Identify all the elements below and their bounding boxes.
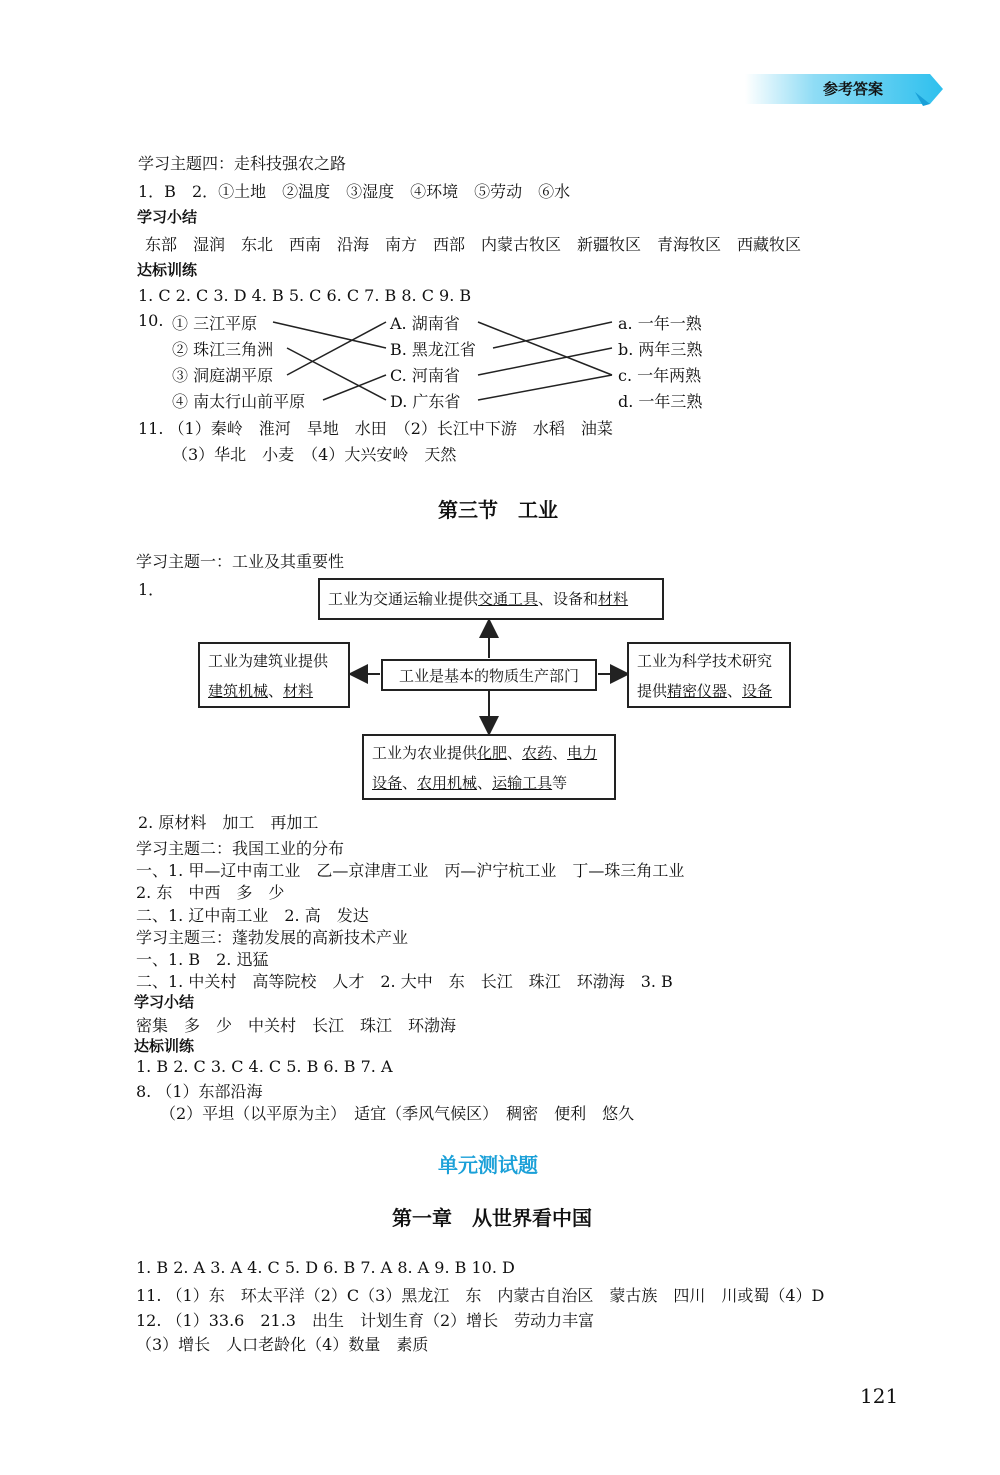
box-science-line2 [637,676,781,706]
box-science-line1: 工业为科学技术研究 [637,652,773,670]
box-science-term1: 精密仪器 [667,682,728,700]
box-agriculture-line1 [372,738,606,768]
box-construction-term1: 建筑机械 [208,682,269,700]
box-transport-text2: 、设备和 [538,590,599,608]
q10-right-4: d. 一年三熟 [618,392,703,411]
q10-right-2: b. 两年三熟 [618,340,703,359]
q8-line2: （2）平坦（以平原为主） 适宜（季风气候区） 稠密 便利 悠久 [160,1104,635,1123]
unit-line3: 12. （1）33.6 21.3 出生 计划生育（2）增长 劳动力丰富 [136,1311,595,1330]
q10-left-3: ③ 洞庭湖平原 [172,366,274,385]
training-heading: 达标训练 [137,261,198,279]
box-agri-term2: 农药 [522,744,553,762]
theme3-line2: 二、1. 中关村 高等院校 人才 2. 大中 东 长江 珠江 环渤海 3. B [136,972,673,991]
box-agri-term4: 设备 [372,774,403,792]
box-transport-term2: 材料 [598,590,629,608]
q10-label: 10. [138,311,164,330]
q10-mid-4: D. 广东省 [390,392,461,411]
q10-mid-3: C. 河南省 [390,366,460,385]
box-agri-term1: 化肥 [477,744,508,762]
q10-mid-1: A. 湖南省 [390,314,460,333]
training2-heading: 达标训练 [134,1037,195,1055]
header-label: 参考答案 [823,80,884,98]
box-agri-term3: 电力 [567,744,598,762]
box-science [627,642,791,708]
box-construction-sep: 、 [268,682,284,700]
q8-line1: 8. （1）东部沿海 [136,1082,263,1101]
q10-left-4: ④ 南太行山前平原 [172,392,306,411]
box-agri-sep3: 、 [402,774,418,792]
unit-line2: 11. （1）东 环太平洋（2）C（3）黑龙江 东 内蒙古自治区 蒙古族 四川 川或蜀（4）D [136,1286,825,1305]
q11-line1: 11. （1）秦岭 淮河 旱地 水田 （2）长江中下游 水稻 油菜 [138,419,613,438]
box-agriculture [362,734,616,800]
box-agri-text2: 等 [552,774,568,792]
page-number: 121 [860,1384,899,1408]
box-science-term2: 设备 [742,682,773,700]
box-agri-sep4: 、 [477,774,493,792]
summary2-heading: 学习小结 [134,993,195,1011]
unit-line1: 1. B 2. A 3. A 4. C 5. D 6. B 7. A 8. A 9. B 10. D [136,1258,515,1277]
summary-heading: 学习小结 [137,208,198,226]
theme3-title: 学习主题三：蓬勃发展的高新技术产业 [136,928,409,947]
box-agri-text1: 工业为农业提供 [372,744,478,762]
theme1-title: 学习主题一：工业及其重要性 [136,552,345,571]
unit-title: 单元测试题 [438,1153,538,1177]
summary2-answer: 密集 多 少 中关村 长江 珠江 环渤海 [136,1016,457,1035]
theme3-line1: 一、1. B 2. 迅猛 [136,950,269,969]
box-science-text: 提供 [637,682,668,700]
box-center [381,659,597,691]
q10-left-2: ② 珠江三角洲 [172,340,274,359]
box-center-text: 工业是基本的物质生产部门 [398,667,579,685]
training2-answer: 1. B 2. C 3. C 4. C 5. B 6. B 7. A [136,1057,393,1076]
box-agri-sep1: 、 [507,744,523,762]
box-transport-term1: 交通工具 [478,590,539,608]
box-agri-term5: 农用机械 [417,774,478,792]
box-agriculture-line2 [372,768,606,798]
box-construction-line2 [208,676,340,706]
box-transport [318,578,664,620]
theme2-line2: 2. 东 中西 多 少 [136,883,285,902]
box-agri-sep2: 、 [552,744,568,762]
q10-right-3: c. 一年两熟 [618,366,702,385]
theme4-title: 学习主题四：走科技强农之路 [138,154,347,173]
theme2-line3: 二、1. 辽中南工业 2. 高 发达 [136,906,369,925]
box-construction [198,642,350,708]
chapter-title: 第一章 从世界看中国 [392,1206,592,1230]
box-science-sep: 、 [727,682,743,700]
theme4-answer: 1．B 2．①土地 ②温度 ③湿度 ④环境 ⑤劳动 ⑥水 [138,182,571,201]
box-transport-text: 工业为交通运输业提供 [328,590,479,608]
q10-right-1: a. 一年一熟 [618,314,702,333]
theme2-title: 学习主题二：我国工业的分布 [136,839,345,858]
unit-line4: （3）增长 人口老龄化（4）数量 素质 [136,1335,429,1354]
theme2-line1: 一、1. 甲—辽中南工业 乙—京津唐工业 丙—沪宁杭工业 丁—珠三角工业 [136,861,685,880]
q10-left-1: ① 三江平原 [172,314,258,333]
q11-line2: （3）华北 小麦 （4）大兴安岭 天然 [172,445,457,464]
training-answer: 1. C 2. C 3. D 4. B 5. C 6. C 7. B 8. C 9. B [138,286,472,305]
box-agri-term6: 运输工具 [492,774,553,792]
q10-mid-2: B. 黑龙江省 [390,340,476,359]
q2-answer: 2. 原材料 加工 再加工 [138,813,319,832]
q1-label: 1． [138,580,165,599]
box-construction-line1: 工业为建筑业提供 [208,652,329,670]
section-title: 第三节 工业 [438,498,558,522]
summary-answer: 东部 湿润 东北 西南 沿海 南方 西部 内蒙古牧区 新疆牧区 青海牧区 西藏牧区 [145,235,802,254]
box-construction-term2: 材料 [283,682,314,700]
